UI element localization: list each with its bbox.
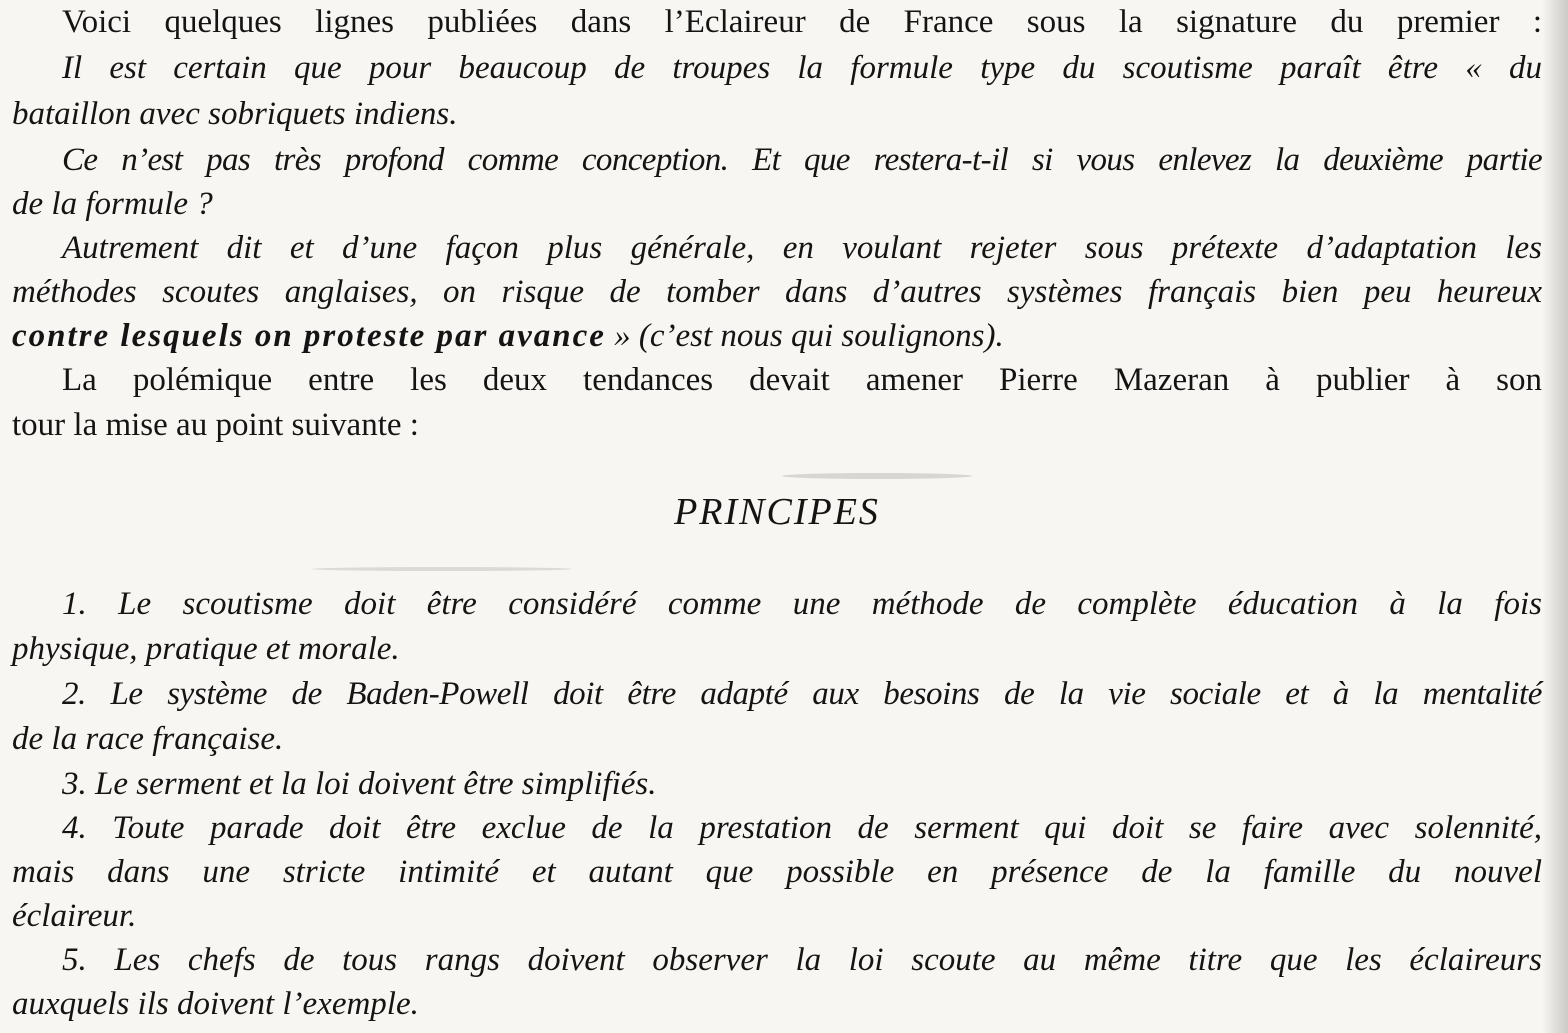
principle-1-line-1: 1. Le scoutisme doit être considéré comme une méthode de complète éducation à la fois <box>62 586 1542 622</box>
principle-4-line-1: 4. Toute parade doit être exclue de la prestation de serment qui doit se faire avec solennité, <box>62 810 1542 846</box>
quote-p1-line-1: Il est certain que pour beaucoup de troupes la formule type du scoutisme paraît être « du <box>62 50 1542 86</box>
quote-p2-line-2: de la formule ? <box>12 186 213 222</box>
quote-closing: » (c’est nous qui soulignons). <box>605 318 1004 354</box>
ink-smudge <box>312 567 572 571</box>
principle-4-line-2: mais dans une stricte intimité et autant que possible en présence de la famille du nouvel <box>12 854 1542 890</box>
principle-3-line-1: 3. Le serment et la loi doivent être simplifiés. <box>62 766 657 802</box>
emphasized-phrase: contre lesquels on proteste par avance <box>12 318 606 354</box>
polemique-line-1: La polémique entre les deux tendances devait amener Pierre Mazeran à publier à son <box>62 362 1542 398</box>
polemique-line-2: tour la mise au point suivante : <box>12 407 419 443</box>
principle-5-line-1: 5. Les chefs de tous rangs doivent observer la loi scoute au même titre que les éclaireurs <box>62 942 1542 978</box>
intro-line: Voici quelques lignes publiées dans l’Eclaireur de France sous la signature du premier : <box>62 4 1542 40</box>
principle-1-line-2: physique, pratique et morale. <box>12 631 400 667</box>
section-title: PRINCIPES <box>674 491 880 533</box>
quote-p1-line-2: bataillon avec sobriquets indiens. <box>12 96 458 132</box>
quote-p3-line-2: méthodes scoutes anglaises, on risque de tomber dans d’autres systèmes français bien peu heureux <box>12 274 1542 310</box>
page-edge-shadow <box>1542 0 1568 1033</box>
principle-5-line-2: auxquels ils doivent l’exemple. <box>12 986 419 1022</box>
principle-2-line-1: 2. Le système de Baden-Powell doit être adapté aux besoins de la vie sociale et à la mentalité <box>62 676 1542 712</box>
ink-smudge <box>782 473 972 479</box>
book-page <box>12 0 1542 1033</box>
quote-p3-line-1: Autrement dit et d’une façon plus générale, en voulant rejeter sous prétexte d’adaptation les <box>62 230 1542 266</box>
quote-p3-line-3 <box>12 316 1542 356</box>
principle-2-line-2: de la race française. <box>12 721 284 757</box>
principle-4-line-3: éclaireur. <box>12 898 137 934</box>
quote-p2-line-1: Ce n’est pas très profond comme conception. Et que restera-t-il si vous enlevez la deuxième partie <box>62 142 1542 178</box>
